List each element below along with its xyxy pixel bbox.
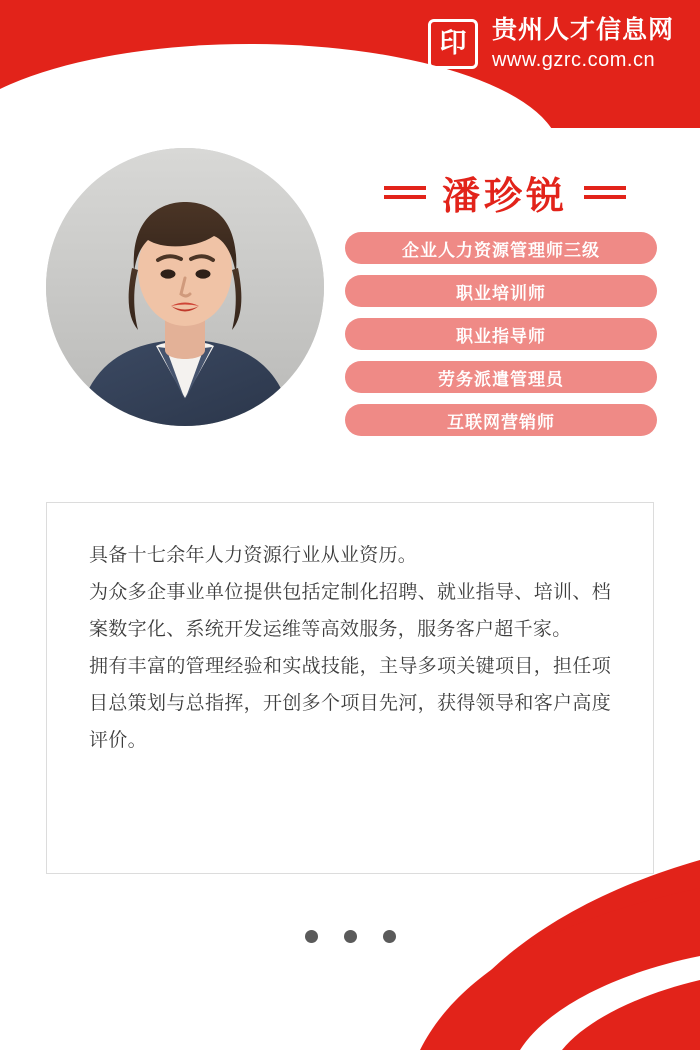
credential-tag-list (345, 232, 657, 436)
description-paragraph: 拥有丰富的管理经验和实战技能，主导多项关键项目，担任项目总策划与总指挥，开创多个项目先河，获得领导和客户高度评价。 (89, 656, 611, 752)
double-bar-right-icon (584, 186, 626, 199)
pager-dots[interactable] (0, 930, 700, 943)
seal-logo-icon (428, 19, 478, 69)
description-paragraph: 具备十七余年人力资源行业从业资历。 (89, 545, 418, 566)
profile-section (0, 140, 700, 470)
double-bar-left-icon (384, 186, 426, 199)
brand-title: 贵州人才信息网 (491, 16, 674, 44)
avatar (46, 148, 324, 426)
description-card (46, 502, 654, 874)
description-paragraph: 为众多企事业单位提供包括定制化招聘、就业指导、培训、档案数字化、系统开发运维等高效服务，服务客户超千家。 (89, 582, 611, 641)
bottom-wave-decoration (0, 860, 700, 1050)
credential-tag: 企业人力资源管理师三级 (345, 232, 657, 264)
credential-tag: 互联网营销师 (345, 404, 657, 436)
credential-tag: 职业指导师 (345, 318, 657, 350)
seal-logo-glyph: 印 (439, 28, 467, 59)
brand-text (492, 16, 674, 72)
avatar-portrait-icon (46, 148, 324, 426)
brand-url: www.gzrc.com.cn (491, 48, 656, 71)
person-name: 潘珍锐 (441, 175, 568, 218)
brand-block (428, 16, 674, 72)
credential-tag: 劳务派遣管理员 (345, 361, 657, 393)
pager-dot[interactable] (344, 930, 357, 943)
pager-dot[interactable] (383, 930, 396, 943)
name-row (345, 162, 665, 222)
top-banner (0, 0, 700, 128)
credential-tag: 职业培训师 (345, 275, 657, 307)
pager-dot[interactable] (305, 930, 318, 943)
